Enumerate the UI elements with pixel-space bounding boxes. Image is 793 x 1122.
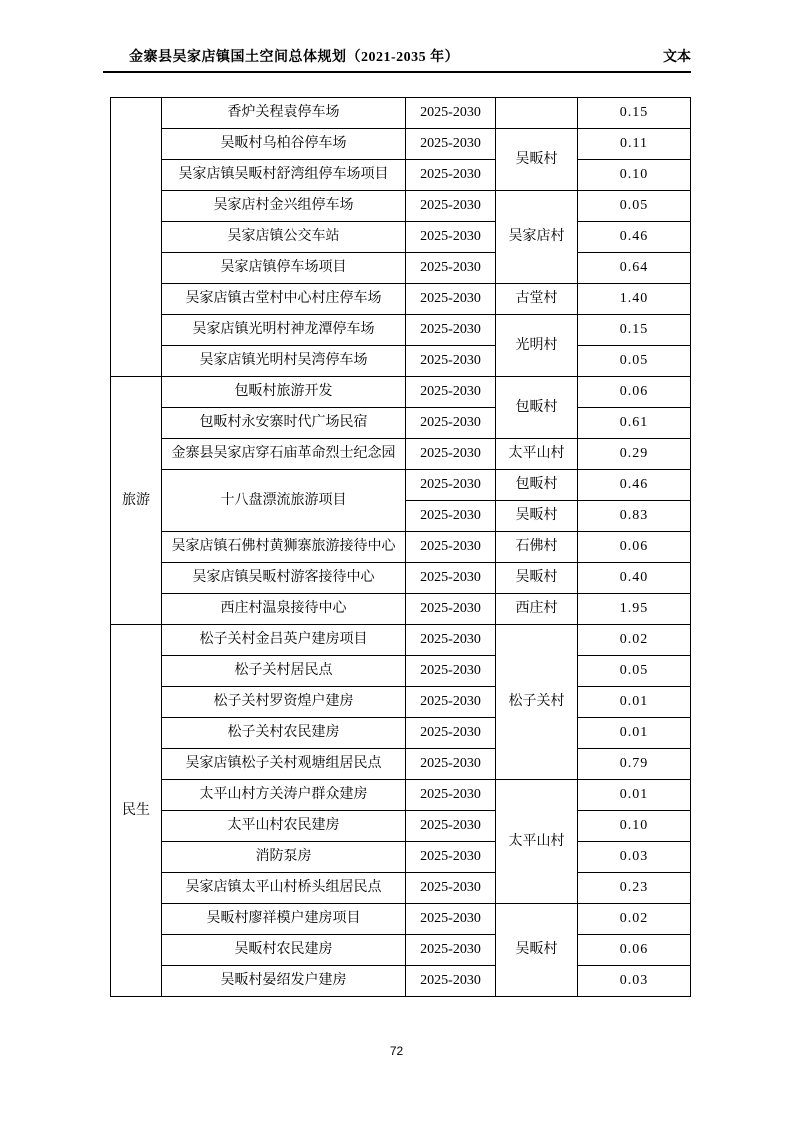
period-cell: 2025-2030 <box>406 98 496 129</box>
period-cell: 2025-2030 <box>406 284 496 315</box>
area-value-cell: 0.02 <box>578 625 691 656</box>
area-value-cell: 0.05 <box>578 191 691 222</box>
area-value-cell: 0.01 <box>578 687 691 718</box>
document-title: 金寨县吴家店镇国土空间总体规划（2021-2035 年） <box>129 50 460 65</box>
area-value-cell: 0.15 <box>578 98 691 129</box>
category-cell <box>111 98 162 377</box>
page-number: 72 <box>389 1044 404 1058</box>
area-value-cell: 0.05 <box>578 656 691 687</box>
project-name-cell: 太平山村农民建房 <box>162 811 406 842</box>
area-value-cell: 0.79 <box>578 749 691 780</box>
project-name-cell: 西庄村温泉接待中心 <box>162 594 406 625</box>
project-name-cell: 吴家店镇太平山村桥头组居民点 <box>162 873 406 904</box>
table-row <box>111 873 691 904</box>
table-row <box>111 191 691 222</box>
table-row <box>111 842 691 873</box>
village-cell: 石佛村 <box>496 532 578 563</box>
table-row <box>111 222 691 253</box>
area-value-cell: 0.29 <box>578 439 691 470</box>
area-value-cell: 0.46 <box>578 222 691 253</box>
village-cell: 太平山村 <box>496 780 578 904</box>
period-cell: 2025-2030 <box>406 656 496 687</box>
table-row <box>111 470 691 501</box>
period-cell: 2025-2030 <box>406 625 496 656</box>
project-name-cell: 金寨县吴家店穿石庙革命烈士纪念园 <box>162 439 406 470</box>
period-cell: 2025-2030 <box>406 408 496 439</box>
project-name-cell: 吴家店镇公交车站 <box>162 222 406 253</box>
area-value-cell: 1.40 <box>578 284 691 315</box>
village-cell: 松子关村 <box>496 625 578 780</box>
table-row <box>111 439 691 470</box>
village-cell: 吴畈村 <box>496 563 578 594</box>
period-cell: 2025-2030 <box>406 160 496 191</box>
village-cell: 西庄村 <box>496 594 578 625</box>
table-row <box>111 284 691 315</box>
project-name-cell: 吴家店镇石佛村黄狮寨旅游接待中心 <box>162 532 406 563</box>
area-value-cell: 0.02 <box>578 904 691 935</box>
page-header <box>103 46 691 73</box>
village-cell: 古堂村 <box>496 284 578 315</box>
period-cell: 2025-2030 <box>406 191 496 222</box>
period-cell: 2025-2030 <box>406 966 496 997</box>
project-name-cell: 松子关村农民建房 <box>162 718 406 749</box>
table-row <box>111 98 691 129</box>
area-value-cell: 0.40 <box>578 563 691 594</box>
area-value-cell: 0.23 <box>578 873 691 904</box>
village-cell <box>496 98 578 129</box>
project-name-cell: 吴家店镇停车场项目 <box>162 253 406 284</box>
period-cell: 2025-2030 <box>406 253 496 284</box>
table-row <box>111 377 691 408</box>
village-cell: 太平山村 <box>496 439 578 470</box>
project-name-cell: 松子关村罗资煌户建房 <box>162 687 406 718</box>
table-row <box>111 315 691 346</box>
period-cell: 2025-2030 <box>406 470 496 501</box>
table-row <box>111 904 691 935</box>
project-name-cell: 包畈村旅游开发 <box>162 377 406 408</box>
village-cell: 光明村 <box>496 315 578 377</box>
table-row <box>111 935 691 966</box>
area-value-cell: 0.64 <box>578 253 691 284</box>
project-name-cell: 消防泵房 <box>162 842 406 873</box>
project-name-cell: 吴家店村金兴组停车场 <box>162 191 406 222</box>
project-name-cell: 吴畈村乌柏谷停车场 <box>162 129 406 160</box>
area-value-cell: 0.01 <box>578 718 691 749</box>
table-row <box>111 687 691 718</box>
table-row <box>111 408 691 439</box>
period-cell: 2025-2030 <box>406 501 496 532</box>
village-cell: 包畈村 <box>496 470 578 501</box>
area-value-cell: 0.61 <box>578 408 691 439</box>
period-cell: 2025-2030 <box>406 935 496 966</box>
table-row <box>111 966 691 997</box>
table-row <box>111 749 691 780</box>
project-name-cell: 吴家店镇古堂村中心村庄停车场 <box>162 284 406 315</box>
period-cell: 2025-2030 <box>406 439 496 470</box>
area-value-cell: 0.03 <box>578 966 691 997</box>
period-cell: 2025-2030 <box>406 873 496 904</box>
table-row <box>111 780 691 811</box>
period-cell: 2025-2030 <box>406 315 496 346</box>
period-cell: 2025-2030 <box>406 780 496 811</box>
period-cell: 2025-2030 <box>406 129 496 160</box>
category-cell: 旅游 <box>111 377 162 625</box>
table-row <box>111 563 691 594</box>
area-value-cell: 0.10 <box>578 811 691 842</box>
project-name-cell: 吴家店镇吴畈村游客接待中心 <box>162 563 406 594</box>
period-cell: 2025-2030 <box>406 377 496 408</box>
village-cell: 吴畈村 <box>496 501 578 532</box>
period-cell: 2025-2030 <box>406 811 496 842</box>
area-value-cell: 0.01 <box>578 780 691 811</box>
table-row <box>111 811 691 842</box>
table-row <box>111 160 691 191</box>
area-value-cell: 0.06 <box>578 935 691 966</box>
project-name-cell: 包畈村永安寨时代广场民宿 <box>162 408 406 439</box>
period-cell: 2025-2030 <box>406 222 496 253</box>
table-row <box>111 718 691 749</box>
area-value-cell: 0.11 <box>578 129 691 160</box>
village-cell: 吴家店村 <box>496 191 578 284</box>
area-value-cell: 0.15 <box>578 315 691 346</box>
period-cell: 2025-2030 <box>406 687 496 718</box>
project-name-cell: 吴家店镇松子关村观塘组居民点 <box>162 749 406 780</box>
period-cell: 2025-2030 <box>406 532 496 563</box>
project-name-cell: 吴家店镇光明村神龙潭停车场 <box>162 315 406 346</box>
project-name-cell: 吴畈村廖祥模户建房项目 <box>162 904 406 935</box>
table-row <box>111 625 691 656</box>
project-name-cell: 吴畈村农民建房 <box>162 935 406 966</box>
area-value-cell: 0.06 <box>578 532 691 563</box>
table-row <box>111 656 691 687</box>
period-cell: 2025-2030 <box>406 904 496 935</box>
period-cell: 2025-2030 <box>406 594 496 625</box>
period-cell: 2025-2030 <box>406 718 496 749</box>
period-cell: 2025-2030 <box>406 346 496 377</box>
area-value-cell: 0.03 <box>578 842 691 873</box>
project-name-cell: 吴家店镇光明村吴湾停车场 <box>162 346 406 377</box>
project-name-cell: 松子关村居民点 <box>162 656 406 687</box>
table-row <box>111 129 691 160</box>
table-row <box>111 253 691 284</box>
project-name-cell: 太平山村方关涛户群众建房 <box>162 780 406 811</box>
area-value-cell: 0.06 <box>578 377 691 408</box>
project-plan-table <box>110 97 691 997</box>
area-value-cell: 0.10 <box>578 160 691 191</box>
document-type-label: 文本 <box>663 50 691 65</box>
period-cell: 2025-2030 <box>406 563 496 594</box>
project-name-cell: 十八盘漂流旅游项目 <box>162 470 406 532</box>
table-row <box>111 594 691 625</box>
village-cell: 吴畈村 <box>496 904 578 997</box>
category-cell: 民生 <box>111 625 162 997</box>
village-cell: 包畈村 <box>496 377 578 439</box>
period-cell: 2025-2030 <box>406 749 496 780</box>
project-name-cell: 吴畈村晏绍发户建房 <box>162 966 406 997</box>
project-name-cell: 吴家店镇吴畈村舒湾组停车场项目 <box>162 160 406 191</box>
project-name-cell: 松子关村金吕英户建房项目 <box>162 625 406 656</box>
table-row <box>111 346 691 377</box>
table-row <box>111 532 691 563</box>
period-cell: 2025-2030 <box>406 842 496 873</box>
project-name-cell: 香炉关程袁停车场 <box>162 98 406 129</box>
area-value-cell: 1.95 <box>578 594 691 625</box>
area-value-cell: 0.83 <box>578 501 691 532</box>
area-value-cell: 0.46 <box>578 470 691 501</box>
area-value-cell: 0.05 <box>578 346 691 377</box>
village-cell: 吴畈村 <box>496 129 578 191</box>
